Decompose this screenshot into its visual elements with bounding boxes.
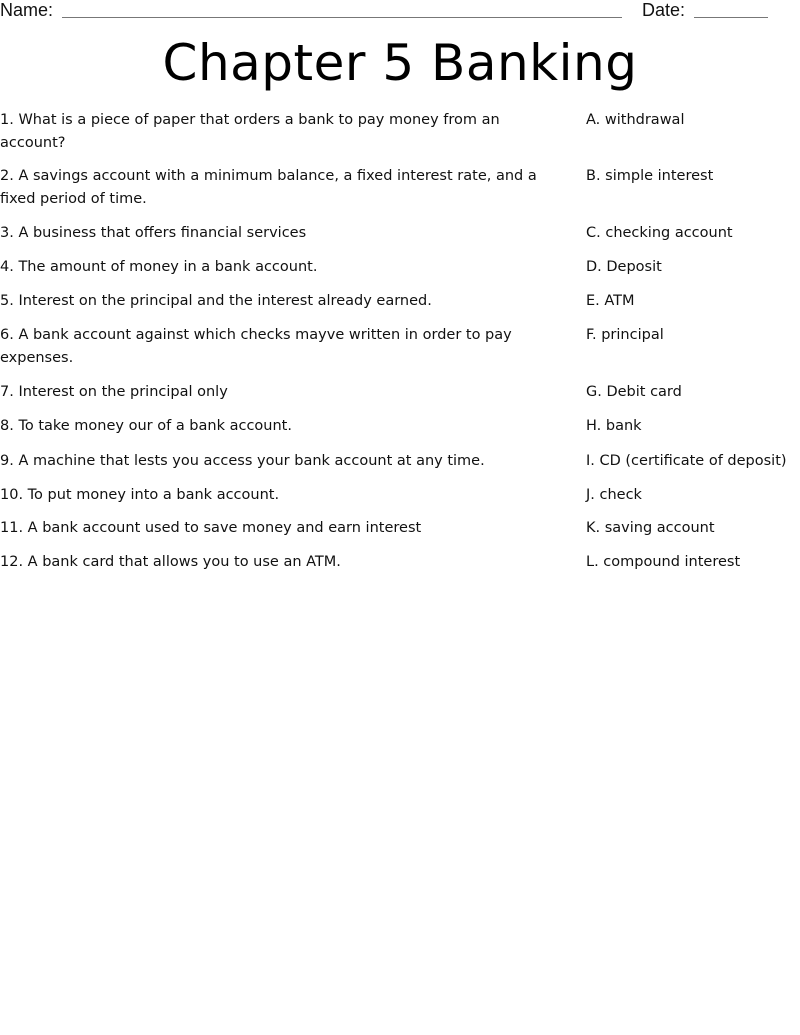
clue-item: 4. The amount of money in a bank account. [0, 259, 318, 275]
name-label: Name: [0, 0, 54, 20]
clue-item: 10. To put money into a bank account. [0, 487, 280, 503]
clue-item: 2. A savings account with a minimum balance, a fixed interest rate, and a fixed period of time. [0, 168, 537, 207]
answer-item: L. compound interest [586, 554, 741, 570]
clue-item: 9. A machine that lests you access your bank account at any time. [0, 453, 485, 469]
clue-item: 8. To take money our of a bank account. [0, 418, 292, 434]
worksheet-header [0, 0, 800, 24]
worksheet-title: Chapter 5 Banking [162, 34, 638, 92]
clue-item: 7. Interest on the principal only [0, 384, 228, 400]
clue-item: 5. Interest on the principal and the interest already earned. [0, 293, 432, 309]
date-blank-line [694, 17, 768, 18]
clue-item: 1. What is a piece of paper that orders a bank to pay money from an account? [0, 112, 500, 151]
answer-item: A. withdrawal [586, 112, 685, 128]
answer-item: C. checking account [586, 225, 733, 241]
answer-item: E. ATM [586, 293, 635, 309]
answer-item: D. Deposit [586, 259, 662, 275]
answer-item: I. CD (certificate of deposit) [586, 453, 787, 469]
answer-item: F. principal [586, 327, 664, 343]
clue-item: 11. A bank account used to save money and earn interest [0, 520, 422, 536]
answer-item: B. simple interest [586, 168, 714, 184]
answer-item: K. saving account [586, 520, 715, 536]
clue-item: 6. A bank account against which checks mayve written in order to pay expenses. [0, 327, 512, 366]
answer-item: G. Debit card [586, 384, 682, 400]
answer-item: H. bank [586, 418, 642, 434]
clue-item: 3. A business that offers financial services [0, 225, 307, 241]
answer-item: J. check [586, 487, 642, 503]
date-label: Date: [642, 0, 686, 20]
clue-item: 12. A bank card that allows you to use an ATM. [0, 554, 341, 570]
name-blank-line [62, 17, 622, 18]
